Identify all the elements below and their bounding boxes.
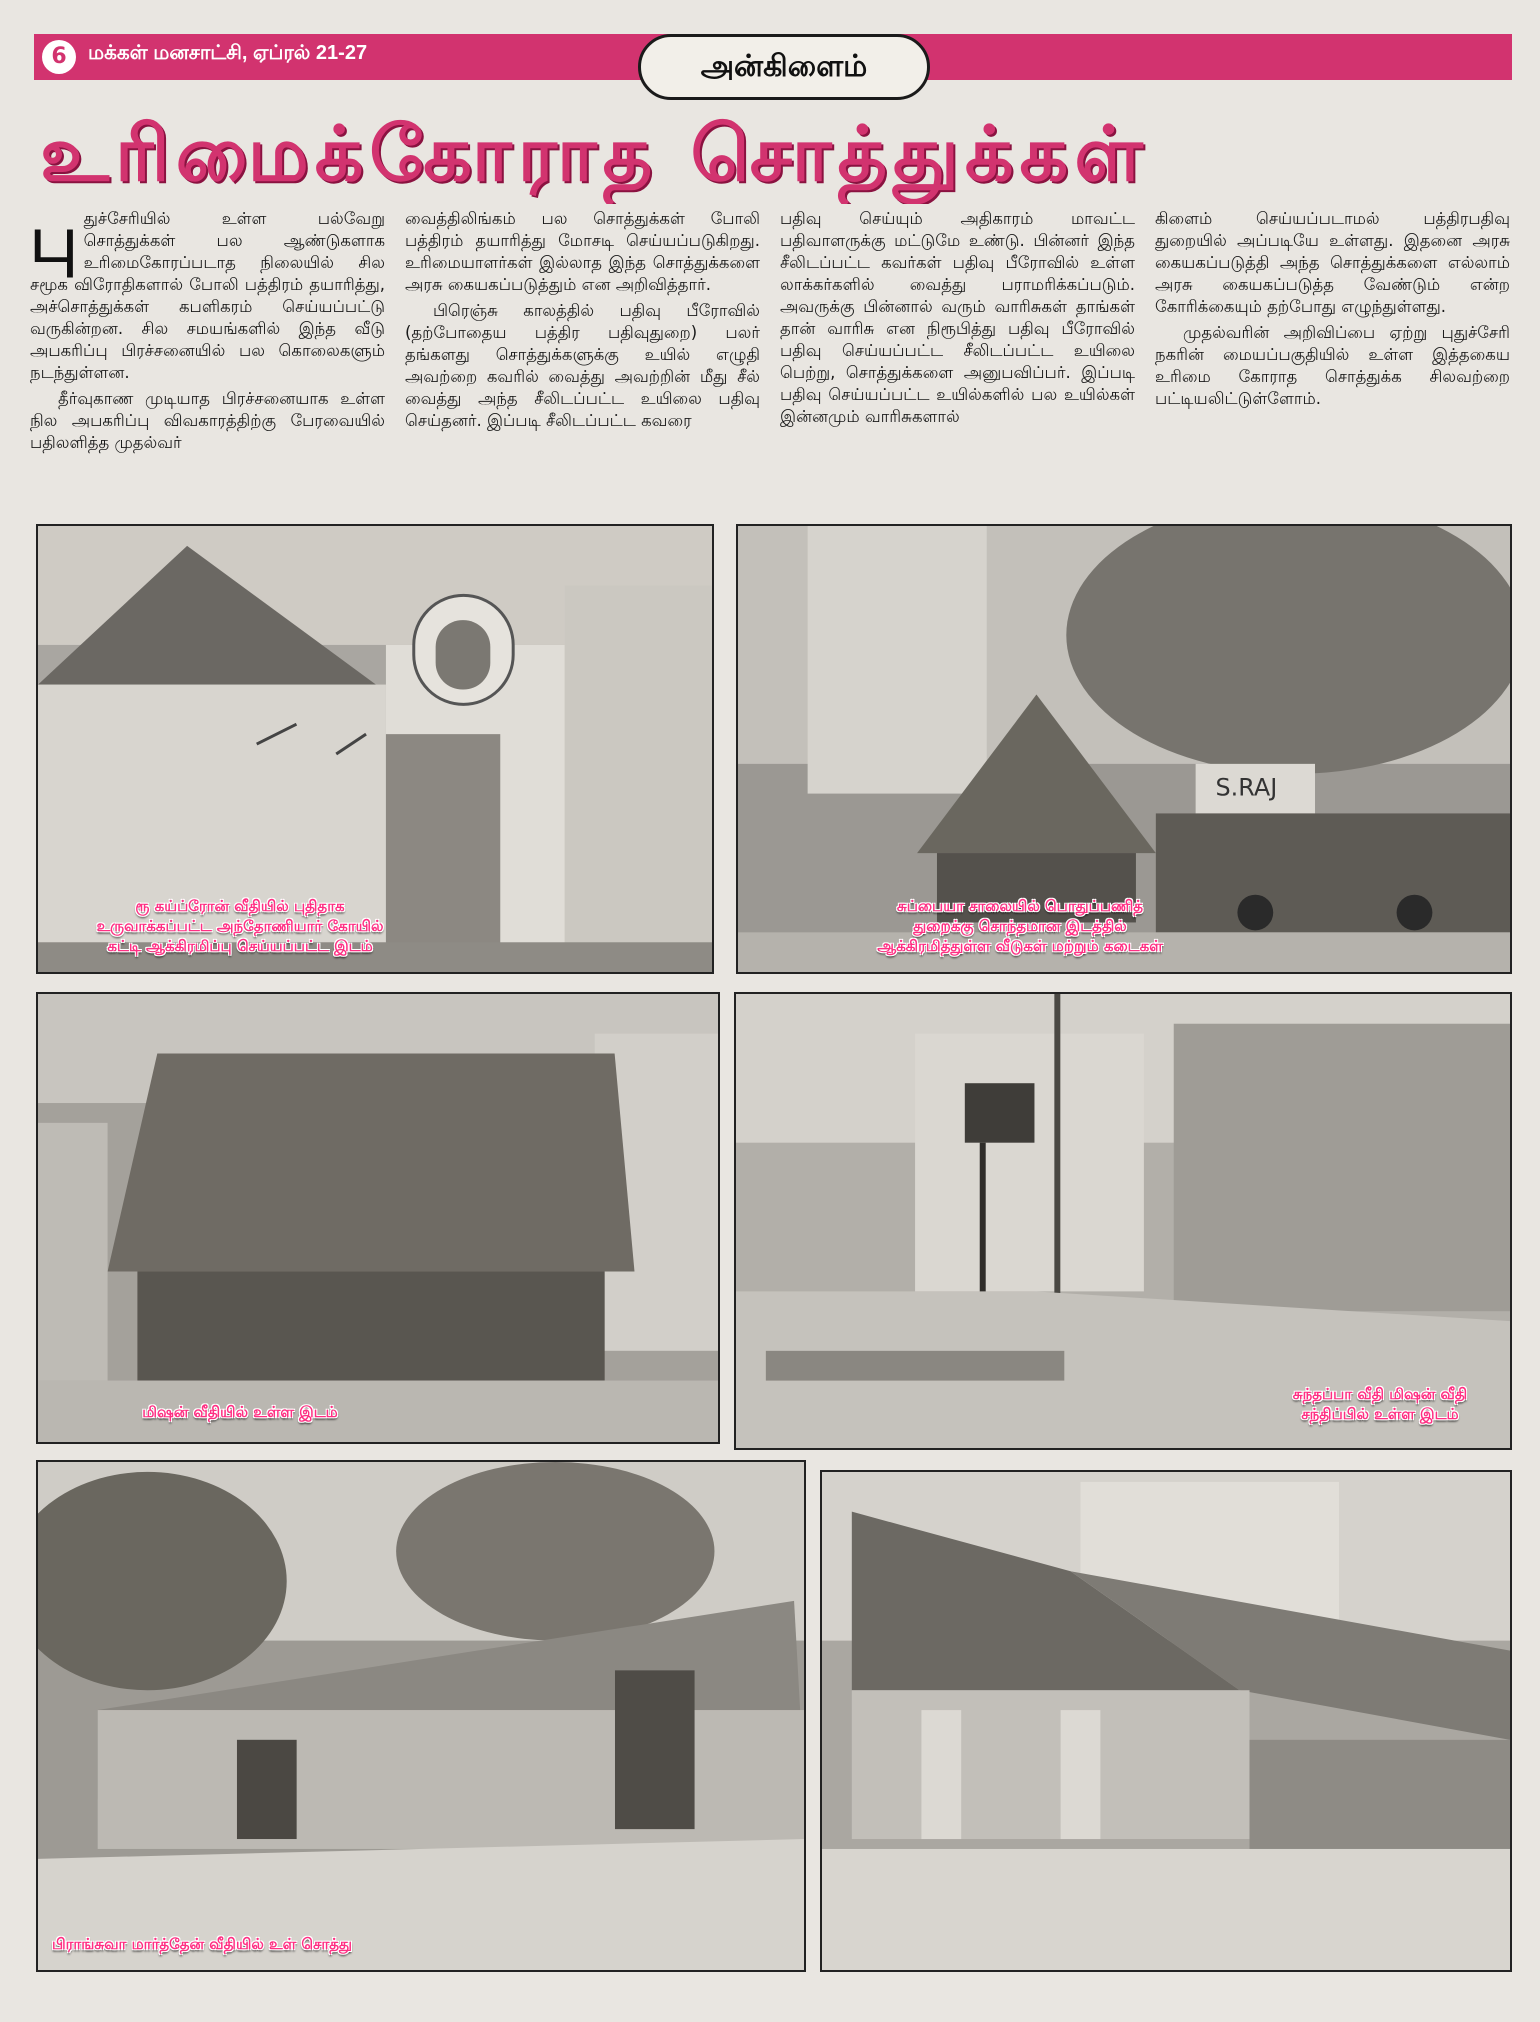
photo-caption: சுப்பையா சாலையில் பொதுப்பணித் துறைக்கு சொந்தமான இடத்தில் ஆக்கிரமித்துள்ள வீடுகள் மற்றும் கடைகள்: [877, 897, 1163, 955]
headline: உரிமைக்கோராத சொத்துக்கள்: [40, 109, 1149, 198]
paragraph: முதல்வரின் அறிவிப்பை ஏற்று புதுச்சேரி நகரின் மையப்பகுதியில் உள்ள இத்தகைய உரிமை கோராத சொத்துக்க சிலவற்றை பட்டியலிட்டுள்ளோம்.: [1155, 323, 1510, 408]
photo-thatched-hut: [36, 992, 720, 1444]
photo-thatch-illustration: [38, 994, 718, 1442]
paragraph: தீர்வுகாண முடியாத பிரச்சனையாக உள்ள நில அபகரிப்பு விவகாரத்திற்கு பேரவையில் பதிலளித்த முதல்வர்: [30, 389, 385, 452]
shop-sign-text: S.RAJ: [1215, 773, 1278, 802]
article-column-1: [30, 208, 385, 514]
photo-caption: பிராங்சுவா மார்த்தேன் வீதியில் உள் சொத்து: [52, 1935, 352, 1953]
article-column-4: [1155, 208, 1510, 514]
paragraph: வைத்திலிங்கம் பல சொத்துக்கள் போலி பத்திரம் தயாரித்து மோசடி செய்யப்படுகிறது. உரிமையாளர்கள் இல்லாத இந்த சொத்துக்களை அரசு கையகப்படுத்தும் என அறிவித்தார்.: [405, 209, 760, 294]
photo-tiled-houses: [820, 1470, 1512, 1972]
photo-plot-illustration: [736, 994, 1510, 1448]
article-column-2: [405, 208, 760, 514]
photo-tiled-illustration: [822, 1472, 1510, 1970]
drop-cap: பு: [30, 208, 78, 277]
photo-old-building: [36, 1460, 806, 1972]
photo-caption: ரூ கய்ப்ரோன் வீதியில் புதிதாக உருவாக்கப்பட்ட அந்தோணியார் கோயில் கட்டி ஆக்கிரமிப்பு செய்யப்பட்ட இடம்: [96, 897, 384, 955]
page-number: 6: [42, 40, 76, 74]
article-column-3: [780, 208, 1135, 514]
photo-caption: மிஷன் வீதியில் உள்ள இடம்: [142, 1403, 338, 1421]
photo-building-illustration: [38, 1462, 804, 1970]
section-label: அன்கிளைம்: [638, 34, 930, 100]
paper-name-date: மக்கள் மனசாட்சி, ஏப்ரல் 21-27: [88, 42, 368, 64]
paragraph: பதிவு செய்யும் அதிகாரம் மாவட்ட பதிவாளருக்கு மட்டுமே உண்டு. பின்னர் இந்த சீலிடப்பட்ட கவர்கள் பதிவு பீரோவில் உள்ள லாக்கர்களில் வைத்து பராமரிக்கப்படும். அவருக்கு பின்னால் வரும் வாரிசுகள் தாங்கள் தான் வாரிசு என நிரூபித்து பதிவு பீரோவில் பதிவு செய்யப்பட்ட சீலிடப்பட்ட உயிலை பெற்று, சொத்துக்களை அனுபவிப்பர். இப்படி பதிவு செய்யப்பட்ட உயில்களில் பல உயில்கள் இன்னமும் வாரிசுகளால்: [780, 209, 1135, 426]
paragraph: பிரெஞ்சு காலத்தில் பதிவு பீரோவில் (தற்போதைய பத்திர பதிவுதுறை) பலர் தங்களது சொத்துக்களுக்கு உயில் எழுதி அவற்றை கவரில் வைத்து அவற்றின் மீது சீல் வைத்து அந்த சீலிடப்பட்ட உயிலை பதிவு செய்தனர். இப்படி சீலிடப்பட்ட கவரை: [405, 301, 760, 430]
paragraph: கிளைம் செய்யப்படாமல் பத்திரபதிவு துறையில் அப்படியே உள்ளது. இதனை அரசு கையகப்படுத்தி அந்த சொத்துக்களை எல்லாம் அரசு கையகப்படுத்த வேண்டும் என்ற கோரிக்கையும் தற்போது எழுந்துள்ளது.: [1155, 209, 1510, 316]
photo-caption: சுந்தப்பா வீதி மிஷன் வீதி சந்திப்பில் உள்ள இடம்: [1292, 1385, 1468, 1423]
article-body: [30, 208, 1510, 514]
photo-vacant-plot: [734, 992, 1512, 1450]
paragraph: துச்சேரியில் உள்ள பல்வேறு சொத்துக்கள் பல ஆண்டுகளாக உரிமைகோரப்படாத நிலையில் சில சமூக விரோதிகளால் போலி பத்திரம் தயாரித்து, அச்சொத்துக்கள் கபளிகரம் செய்யப்பட்டு வருகின்றன. சில சமயங்களில் இந்த வீடு அபகரிப்பு பிரச்சனையில் பல கொலைகளும் நடந்துள்ளன.: [30, 209, 385, 382]
